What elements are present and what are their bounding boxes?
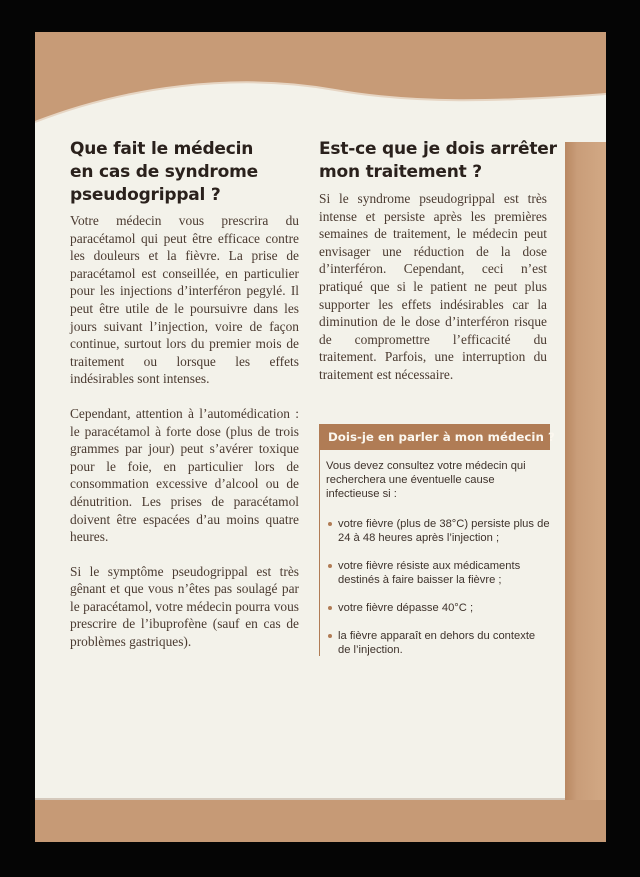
right-heading-line-1: Est-ce que je dois arrêter: [319, 139, 557, 159]
infobox-item-text: la fièvre apparaît en dehors du contexte de l’injection.: [338, 630, 536, 656]
infobox-list-item: [326, 601, 550, 615]
left-paragraph-1: Votre médecin vous prescrira du paracétamol qui peut être efficace contre les douleurs et la fièvre. La prise de paracétamol est conseillée, en particulier pour les injections d’interféron pegylé. Il peut être utile de le poursuivre dans les jours suivant l’injection, voire de façon continue, surtout lors du premier mois de traitement ou lorsque les effets indésirables sont intenses.: [70, 213, 299, 387]
right-heading-line-2: mon traitement ?: [319, 162, 482, 182]
left-heading: [70, 138, 310, 207]
infobox-list: [326, 517, 550, 657]
bullet-icon: [328, 634, 332, 638]
infobox-list-item: [326, 559, 550, 587]
right-decorative-stripe: [565, 110, 606, 830]
right-body: [319, 190, 547, 384]
infobox-title: Dois-je en parler à mon médecin ?: [320, 424, 550, 450]
bullet-icon: [328, 564, 332, 568]
infobox-item-text: votre fièvre (plus de 38°C) persiste plus de 24 à 48 heures après l’injection ;: [338, 518, 550, 544]
left-heading-line-1: Que fait le médecin: [70, 139, 254, 159]
right-paragraph: Si le syndrome pseudogrippal est très intense et persiste après les premières semaines de traitement, le médecin peut envisager une réduction de la dose d’interféron. Cependant, ceci n’est pratiqué que si le patient ne peut plus supporter les effets indésirables car la diminution de le dose d’interféron risque de compromettre l’efficacité du traitement. Parfois, une interruption du traitement est nécessaire.: [319, 191, 547, 382]
infobox-list-item: [326, 629, 550, 657]
infobox-item-text: votre fièvre résiste aux médicaments destinés à faire baisser la fièvre ;: [338, 560, 521, 586]
brochure-page: [35, 32, 606, 842]
left-body: [70, 212, 299, 651]
bullet-icon: [328, 522, 332, 526]
infobox-list-item: [326, 517, 550, 545]
left-paragraph-3: Si le symptôme pseudogrippal est très gênant et que vous n’êtes pas soulagé par le paracétamol, votre médecin pourra vous prescrire de l’ibuprofène (sauf en cas de problèmes gastriques).: [70, 563, 299, 650]
bullet-icon: [328, 606, 332, 610]
infobox-item-text: votre fièvre dépasse 40°C ;: [338, 602, 474, 614]
left-paragraph-2: Cependant, attention à l’automédication : le paracétamol à forte dose (plus de trois grammes par jour) peut s’avérer toxique pour le foie, en particulier lors de consommation excessive d’alcool ou de dénutrition. Les prises de paracétamol doivent être espacées d’au moins quatre heures.: [70, 405, 299, 545]
top-wave-decoration: [35, 32, 606, 142]
infobox-intro: Vous devez consultez votre médecin qui recherchera une éventuelle cause infectieuse si :: [326, 460, 526, 500]
infobox-body: [320, 459, 550, 657]
bottom-decorative-band: [35, 800, 606, 842]
doctor-infobox: [319, 424, 555, 656]
left-heading-line-2: en cas de syndrome: [70, 162, 258, 182]
right-heading: [319, 138, 559, 184]
left-heading-line-3: pseudogrippal ?: [70, 185, 221, 205]
